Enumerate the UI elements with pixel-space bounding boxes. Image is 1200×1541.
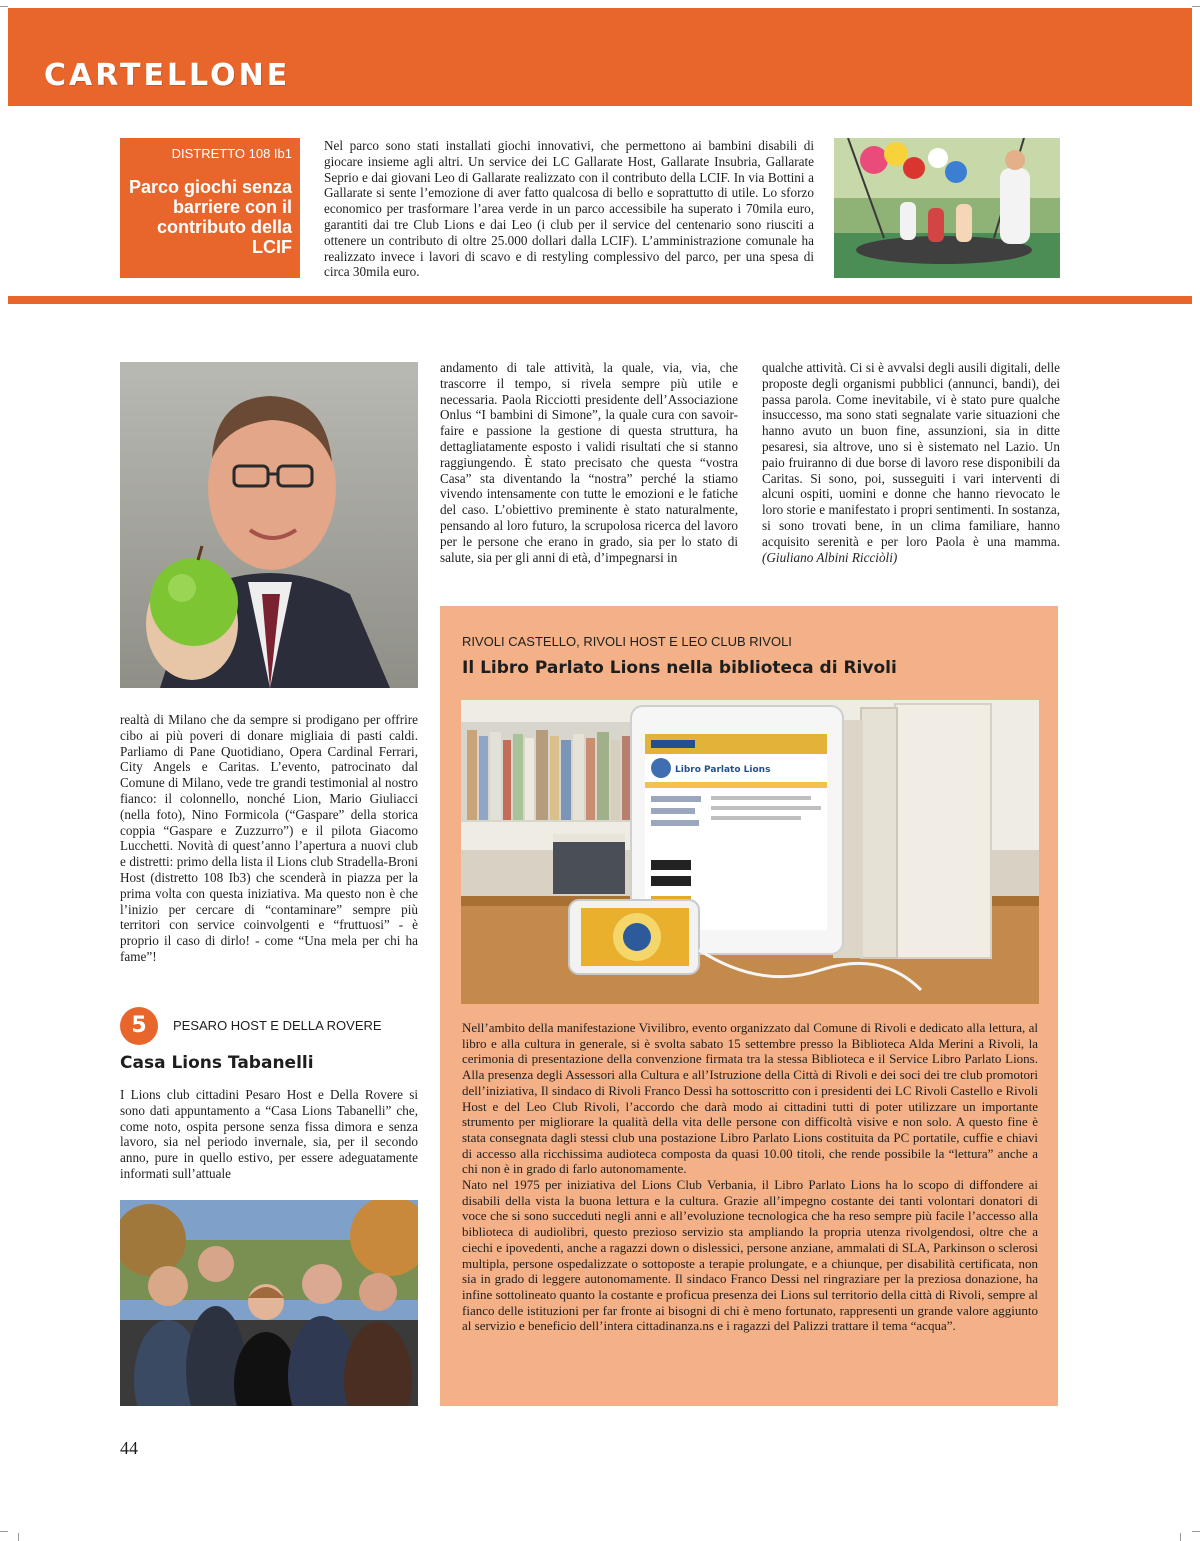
pesaro-column-2-text: andamento di tale attività, la quale, via, via, che trascorre il tempo, si rivela sempre più utile e necessaria. Paola Ricciotti presidente dell’Associazione Onlus “I bambini di Simone”, la quale cura con savoir-faire e passione la gestione di questa struttura, ha dettagliatamente esposto i validi risultati che si stanno raggiungendo. È stato precisato che questa “vostra Casa” sta diventando la “nostra” perché la stiamo vivendo intensamente con tutte le emozioni e le fatiche del caso. L’obiettivo preminente è stato naturalmente, pensando al loro futuro, la scrupolosa ricerca del lavoro per le persone che erano in grado, sia per lo stato di salute, sia per gli anni di età, d’impegnarsi in [440, 360, 738, 565]
rivoli-title: Il Libro Parlato Lions nella biblioteca di Rivoli [462, 658, 897, 678]
pesaro-column-3-text [762, 360, 1060, 565]
rivoli-kicker: RIVOLI CASTELLO, RIVOLI HOST E LEO CLUB RIVOLI [462, 634, 792, 649]
section-divider [8, 296, 1192, 304]
man-with-apple-photo [120, 362, 418, 688]
group-photo [120, 1200, 418, 1406]
site-name-label: Libro Parlato Lions [675, 765, 771, 775]
pesaro-kicker: PESARO HOST E DELLA ROVERE [173, 1018, 382, 1033]
lcif-headline-box [120, 138, 300, 278]
rivoli-body-text [462, 1020, 1038, 1334]
libro-parlato-photo [461, 700, 1039, 1004]
page-number: 44 [120, 1438, 138, 1458]
pesaro-column-3-body: qualche attività. Ci si è avvalsi degli ausili digitali, delle proposte degli organismi pubblici (annunci, bandi), dei passa parola. Come inevitabile, vi è stato pure qualche insuccesso, ma sono stati segnalate varie situazioni che hanno avuto un buon fine, assunzioni, sia in ditte pesaresi, sia altrove, uno si è sistemato nel Lazio. Un paio fruiranno di due borse di lavoro rese disponibili da Caritas. Si sono, poi, susseguiti i vari interventi di alcuni ospiti, uomini e donne che hanno rievocato le loro storie e manifestato i propri sentimenti. In sostanza, si sono trovati bene, in un clima familiare, hanno acquisito serenità e per loro Paola è una mamma. [762, 360, 1060, 549]
rivoli-article-box [440, 606, 1058, 1406]
author-credit: (Giuliano Albini Ricciòli) [762, 549, 898, 565]
pesaro-body-text: I Lions club cittadini Pesaro Host e Della Rovere si sono dati appuntamento a “Casa Lions Tabanelli” che, come noto, ospita persone senza fissa dimora e senza lavoro, sia nel periodo invernale, sia, per il secondo anno, pure in quello estivo, per essere adeguatamente informati sull’attuale [120, 1087, 418, 1181]
playground-photo [834, 138, 1060, 278]
header-band [8, 8, 1192, 106]
lcif-district: DISTRETTO 108 Ib1 [171, 146, 292, 161]
rivoli-paragraph-1: Nell’ambito della manifestazione Vivilibro, evento organizzato dal Comune di Rivoli e dedicato alla lettura, al libro e alla cultura in generale, si è svolta sabato 15 settembre presso la Biblioteca Alda Merini a Rivoli, la cerimonia di presentazione della convenzione firmata tra la stessa Biblioteca e il Service Libro Parlato Lions. Alla presenza degli Assessori alla Cultura e all’Istruzione della Città di Rivoli e dei soci dei tre club promotori dell’iniziativa, Il sindaco di Rivoli Franco Dessì ha sottoscritto con i presidenti dei LC Rivoli Castello e Rivoli Host e del Leo Club Rivoli, l’accordo che darà modo ai cittadini tutti di poter utilizzare un importante strumento per migliorare la qualità della vita delle persone con difficoltà visive e non solo. A questo fine è stata consegnata dagli stessi club una postazione Libro Parlato Lions costituita da PC portatile, cuffie e chiavi di accesso alla ricchissima audioteca composta da quasi 10.00 titoli, che rende possibile la “lettura” anche a chi non è in grado di farlo autonomamente. [462, 1020, 1038, 1177]
article-number-badge: 5 [120, 1007, 158, 1045]
lcif-body-text: Nel parco sono stati installati giochi innovativi, che permettono ai bambini disabili di giocare insieme agli altri. Un service dei LC Gallarate Host, Gallarate Insubria, Gallarate Seprio e dai giovani Leo di Gallarate realizzato con il contributo della LCIF. In via Bottini a Gallarate si sente l’emozione di aver fatto qualcosa di bello e soprattutto di utile. Lo sforzo economico per trasformare l’area verde in un parco accessibile ha superato i 70mila euro, garantiti dai tre Club Lions e dai Leo (i club per il service del centenario sono riusciti a ottenere un contributo di oltre 25.000 dollari dalla LCIF). L’amministrazione comunale ha realizzato invece i lavori di scavo e di restyling complessivo del parco, per una spesa di circa 30mila euro. [324, 138, 814, 280]
section-title: CARTELLONE [44, 58, 291, 93]
mela-column-text: realtà di Milano che da sempre si prodigano per offrire cibo ai più poveri di donare migliaia di pasti caldi. Parliamo di Pane Quotidiano, Opera Cardinal Ferrari, City Angels e Caritas. L’evento, patrocinato dal Comune di Milano, vede tre grandi testimonial al nostro fianco: il colonnello, nonché Lion, Mario Giuliacci (nella foto), Nino Formicola (“Gaspare” della storica coppia “Gaspare e Zuzzurro”) e il pilota Giacomo Lucchetti. Novità di quest’anno l’apertura a nuovi club e distretti: primo della lista il Lions club Stradella-Broni Host (distretto 108 Ib3) che scenderà in piazza per la prima volta con questa iniziativa. Ma questo non è che l’inizio per cercare di “contaminare” sempre più territori con service coinvolgenti e “fruttuosi” - è proprio il caso di dirlo! - come “Una mela per chi ha fame”! [120, 712, 418, 964]
lcif-title: Parco giochi senza barriere con il contributo della LCIF [128, 177, 292, 257]
rivoli-paragraph-2: Nato nel 1975 per iniziativa del Lions Club Verbania, il Libro Parlato Lions ha lo scopo di diffondere ai disabili della vista la buona lettura e la cultura. Grazie all’impegno costante dei tanti volontari donatori di voce che si sono succeduti negli anni e all’evoluzione tecnologica che ha reso sempre più facile l’accesso alla biblioteca di audiolibri, questo prezioso servizio sta ampliando la propria utenza rivolgendosi, oltre che a ciechi e ipovedenti, anche a ragazzi down o dislessici, persone anziane, ammalati di SLA, Parkinson o sclerosi multipla, persone ospedalizzate o sottoposte a terapie prolungate, e a chiunque, per disabilità certificata, non sia in grado di leggere autonomamente. Il sindaco Franco Dessi nel ringraziare per la preziosa donazione, ha infine sottolineato quanto la costante e proficua presenza dei Lions sul territorio della città di Rivoli, sempre al fianco delle istituzioni per far fronte ai bisogni di chi è meno fortunato, rappresenti un grande valore aggiunto al servizio e beneficio dell’intera cittadinanza.ns e i ragazzi del Palizzi trattare il tema “acqua”. [462, 1177, 1038, 1334]
pesaro-title: Casa Lions Tabanelli [120, 1053, 314, 1073]
